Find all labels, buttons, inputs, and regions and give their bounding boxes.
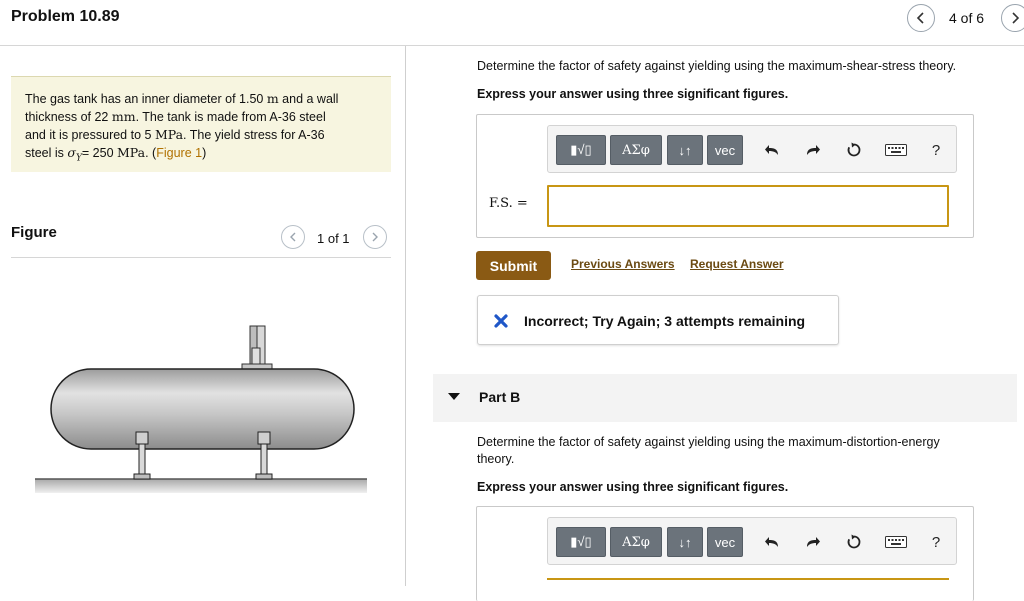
gas-tank-figure xyxy=(30,318,375,498)
part-b-label: Part B xyxy=(479,389,521,405)
previous-answers-link[interactable]: Previous Answers xyxy=(571,257,675,271)
part-b-instruction: Express your answer using three significant figures. xyxy=(477,480,789,494)
chevron-right-icon xyxy=(371,231,379,243)
templates-icon: ▮√▯ xyxy=(570,142,592,157)
reset-icon xyxy=(846,534,862,550)
undo-button[interactable] xyxy=(760,138,784,162)
keyboard-icon xyxy=(885,144,907,156)
figure-divider xyxy=(11,257,391,258)
vector-button[interactable]: vec xyxy=(707,527,743,557)
part-b-header[interactable] xyxy=(433,374,1017,422)
keyboard-button[interactable] xyxy=(882,138,910,162)
greek-symbols-button[interactable] xyxy=(610,527,662,557)
request-answer-link[interactable]: Request Answer xyxy=(690,257,784,271)
part-b-answer-input[interactable] xyxy=(547,578,949,601)
column-divider xyxy=(405,46,406,586)
part-b-answer-box xyxy=(476,506,974,601)
greek-symbols-button[interactable] xyxy=(610,135,662,165)
keyboard-button[interactable] xyxy=(882,530,910,554)
templates-button[interactable] xyxy=(556,135,606,165)
reset-button[interactable] xyxy=(842,530,866,554)
problem-page-count: 4 of 6 xyxy=(949,10,985,26)
statement-line-2: thickness of 22 mm. The tank is made from A-36 steel xyxy=(25,109,326,124)
statement-line-3: and it is pressured to 5 MPa. The yield stress for A-36 xyxy=(25,127,325,142)
submit-button[interactable]: Submit xyxy=(476,251,551,280)
chevron-left-icon xyxy=(289,231,297,243)
part-b-question-line-1: Determine the factor of safety against yielding using the maximum-distortion-energy xyxy=(477,435,940,449)
part-a-question: Determine the factor of safety against yielding using the maximum-shear-stress theory. xyxy=(477,59,957,73)
redo-button[interactable] xyxy=(801,530,825,554)
problem-title: Problem 10.89 xyxy=(11,8,120,25)
statement-line-4: steel is $\sigma_Y= 250$ MPa. (Figure 1) xyxy=(25,145,207,164)
undo-icon xyxy=(764,535,780,549)
part-a-answer-box xyxy=(476,114,974,238)
undo-icon xyxy=(764,143,780,157)
redo-icon xyxy=(805,143,821,157)
greek-icon: ΑΣφ xyxy=(622,142,650,158)
undo-button[interactable] xyxy=(760,530,784,554)
header-divider xyxy=(0,45,1024,46)
statement-line-1: The gas tank has an inner diameter of 1.50 m and a wall xyxy=(25,91,339,106)
subscript-superscript-button[interactable] xyxy=(667,527,703,557)
incorrect-x-icon xyxy=(493,313,509,329)
greek-icon: ΑΣφ xyxy=(622,534,650,550)
next-problem-button[interactable] xyxy=(1001,4,1024,32)
fs-label: F.S. = xyxy=(489,196,528,211)
redo-icon xyxy=(805,535,821,549)
chevron-left-icon xyxy=(916,11,926,25)
collapse-triangle-icon xyxy=(448,392,460,402)
part-b-question-line-2: theory. xyxy=(477,452,515,466)
problem-statement xyxy=(11,76,391,172)
templates-icon: ▮√▯ xyxy=(570,534,592,549)
feedback-box xyxy=(477,295,839,345)
chevron-right-icon xyxy=(1010,11,1020,25)
feedback-message: Incorrect; Try Again; 3 attempts remaining xyxy=(524,313,806,329)
figure-link[interactable]: Figure 1 xyxy=(156,146,203,160)
redo-button[interactable] xyxy=(801,138,825,162)
figure-page-count: 1 of 1 xyxy=(317,231,350,246)
part-a-instruction: Express your answer using three significant figures. xyxy=(477,87,789,101)
reset-icon xyxy=(846,142,862,158)
reset-button[interactable] xyxy=(842,138,866,162)
arrows-icon: ↓↑ xyxy=(678,534,692,550)
help-button[interactable]: ? xyxy=(931,141,941,159)
templates-button[interactable] xyxy=(556,527,606,557)
fs-answer-input[interactable] xyxy=(547,185,949,227)
help-button[interactable]: ? xyxy=(931,533,941,551)
keyboard-icon xyxy=(885,536,907,548)
arrows-icon: ↓↑ xyxy=(678,142,692,158)
subscript-superscript-button[interactable] xyxy=(667,135,703,165)
figure-next-button[interactable] xyxy=(363,225,387,249)
previous-problem-button[interactable] xyxy=(907,4,935,32)
figure-label: Figure xyxy=(11,224,57,241)
part-a-math-toolbar xyxy=(547,125,957,173)
part-b-math-toolbar xyxy=(547,517,957,565)
figure-previous-button[interactable] xyxy=(281,225,305,249)
vector-button[interactable]: vec xyxy=(707,135,743,165)
